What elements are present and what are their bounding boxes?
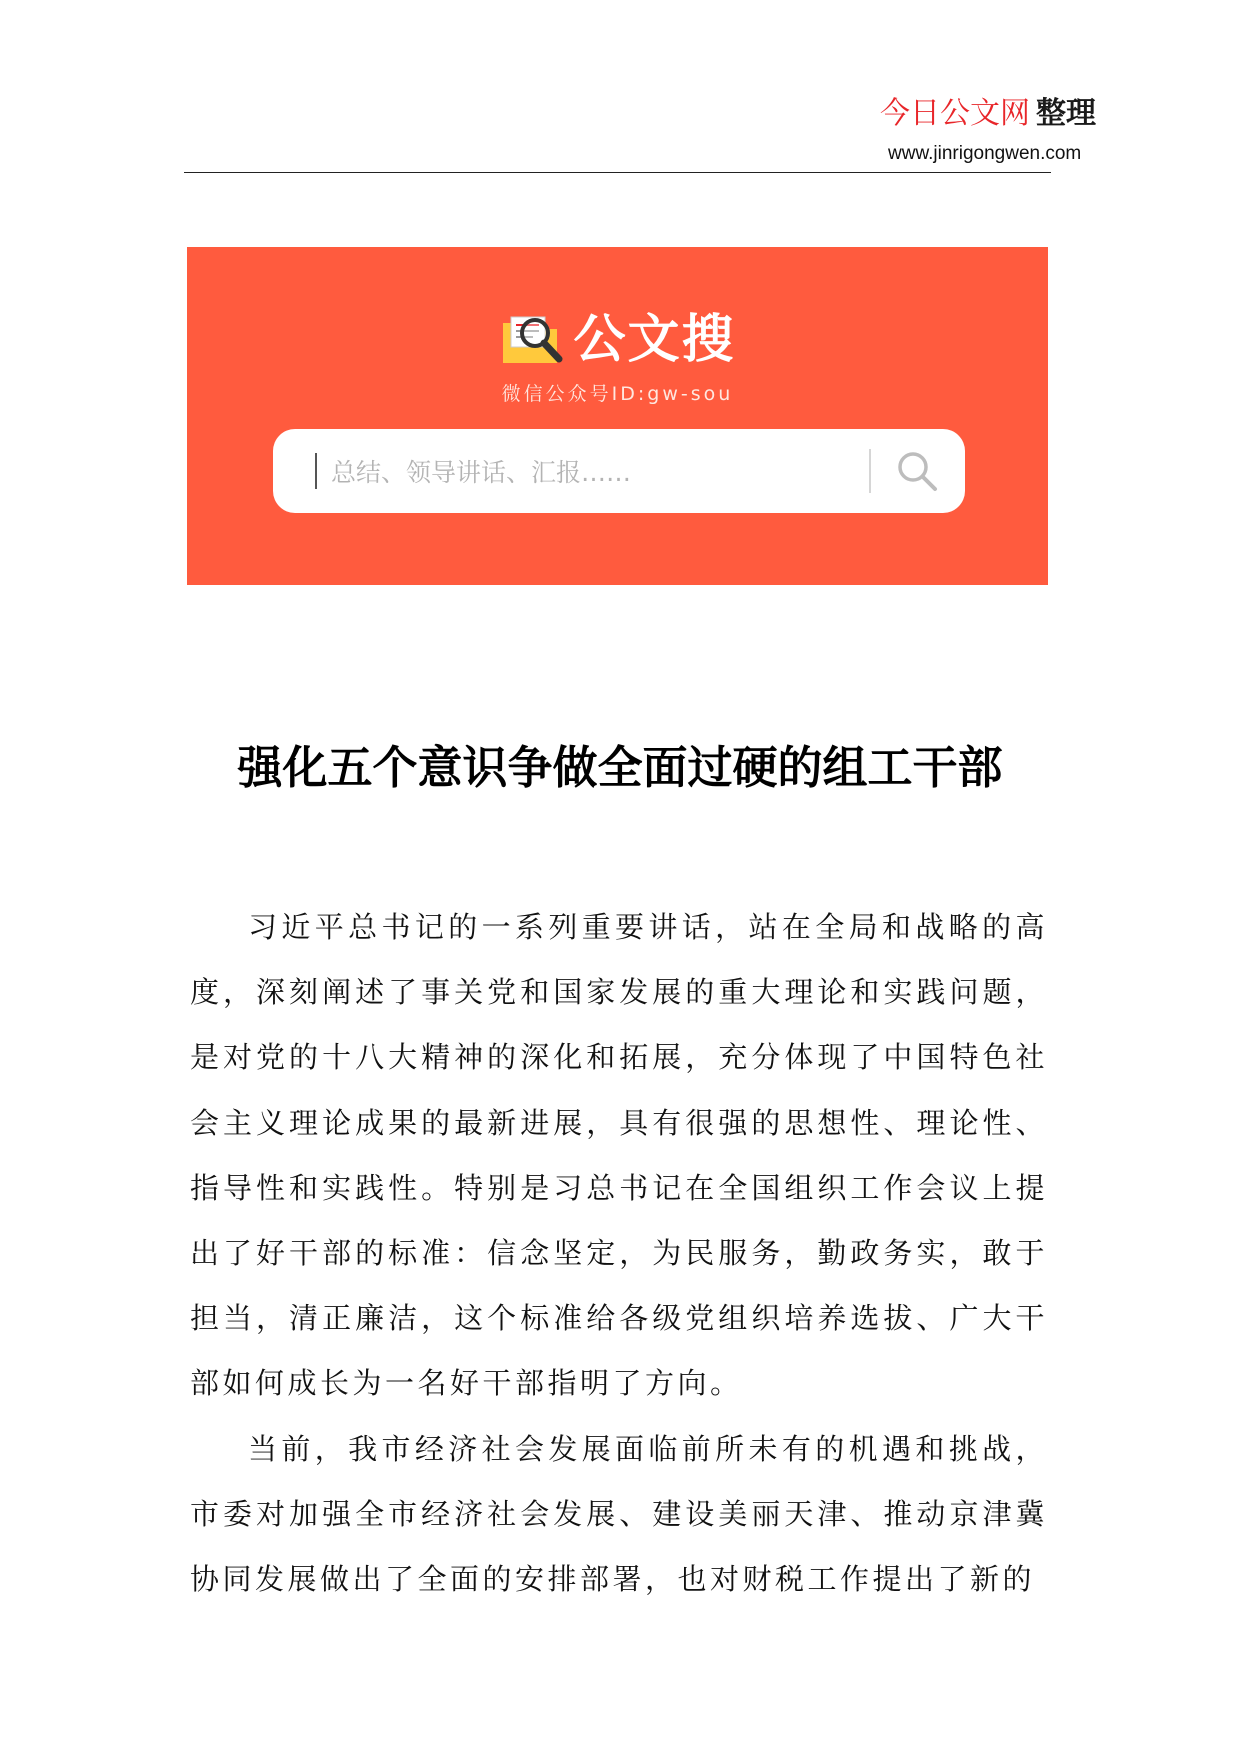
- paragraph: 习近平总书记的一系列重要讲话，站在全局和战略的高度，深刻阐述了事关党和国家发展的重大理论和实践问题，是对党的十八大精神的深化和拓展，充分体现了中国特色社会主义理论成果的最新进展，具有很强的思想性、理论性、指导性和实践性。特别是习总书记在全国组织工作会议上提出了好干部的标准：信念坚定，为民服务，勤政务实，敢于担当，清正廉洁，这个标准给各级党组织培养选拔、广大干部如何成长为一名好干部指明了方向。: [190, 910, 1048, 1401]
- header-divider: [184, 172, 1051, 173]
- article-body: [190, 895, 1048, 1612]
- search-bar: [273, 429, 965, 513]
- article-title: 强化五个意识争做全面过硬的组工干部: [237, 741, 1003, 794]
- logo-title: 公文搜: [573, 310, 736, 370]
- search-banner: [187, 247, 1048, 585]
- wechat-id: 微信公众号ID:gw-sou: [501, 383, 734, 405]
- search-input[interactable]: [329, 449, 833, 495]
- folder-magnifier-icon: [499, 309, 569, 371]
- search-divider: [869, 449, 871, 493]
- banner-logo: [187, 309, 1048, 371]
- brand-name: 今日公文网: [880, 96, 1030, 131]
- text-caret: [315, 453, 317, 489]
- brand-suffix: 整理: [1036, 96, 1096, 131]
- search-icon[interactable]: [893, 447, 941, 495]
- paragraph: 当前，我市经济社会发展面临前所未有的机遇和挑战，市委对加强全市经济社会发展、建设美丽天津、推动京津冀协同发展做出了全面的安排部署，也对财税工作提出了新的: [190, 1431, 1048, 1597]
- site-brand: [880, 96, 1110, 132]
- site-url[interactable]: www.jinrigongwen.com: [888, 143, 1082, 164]
